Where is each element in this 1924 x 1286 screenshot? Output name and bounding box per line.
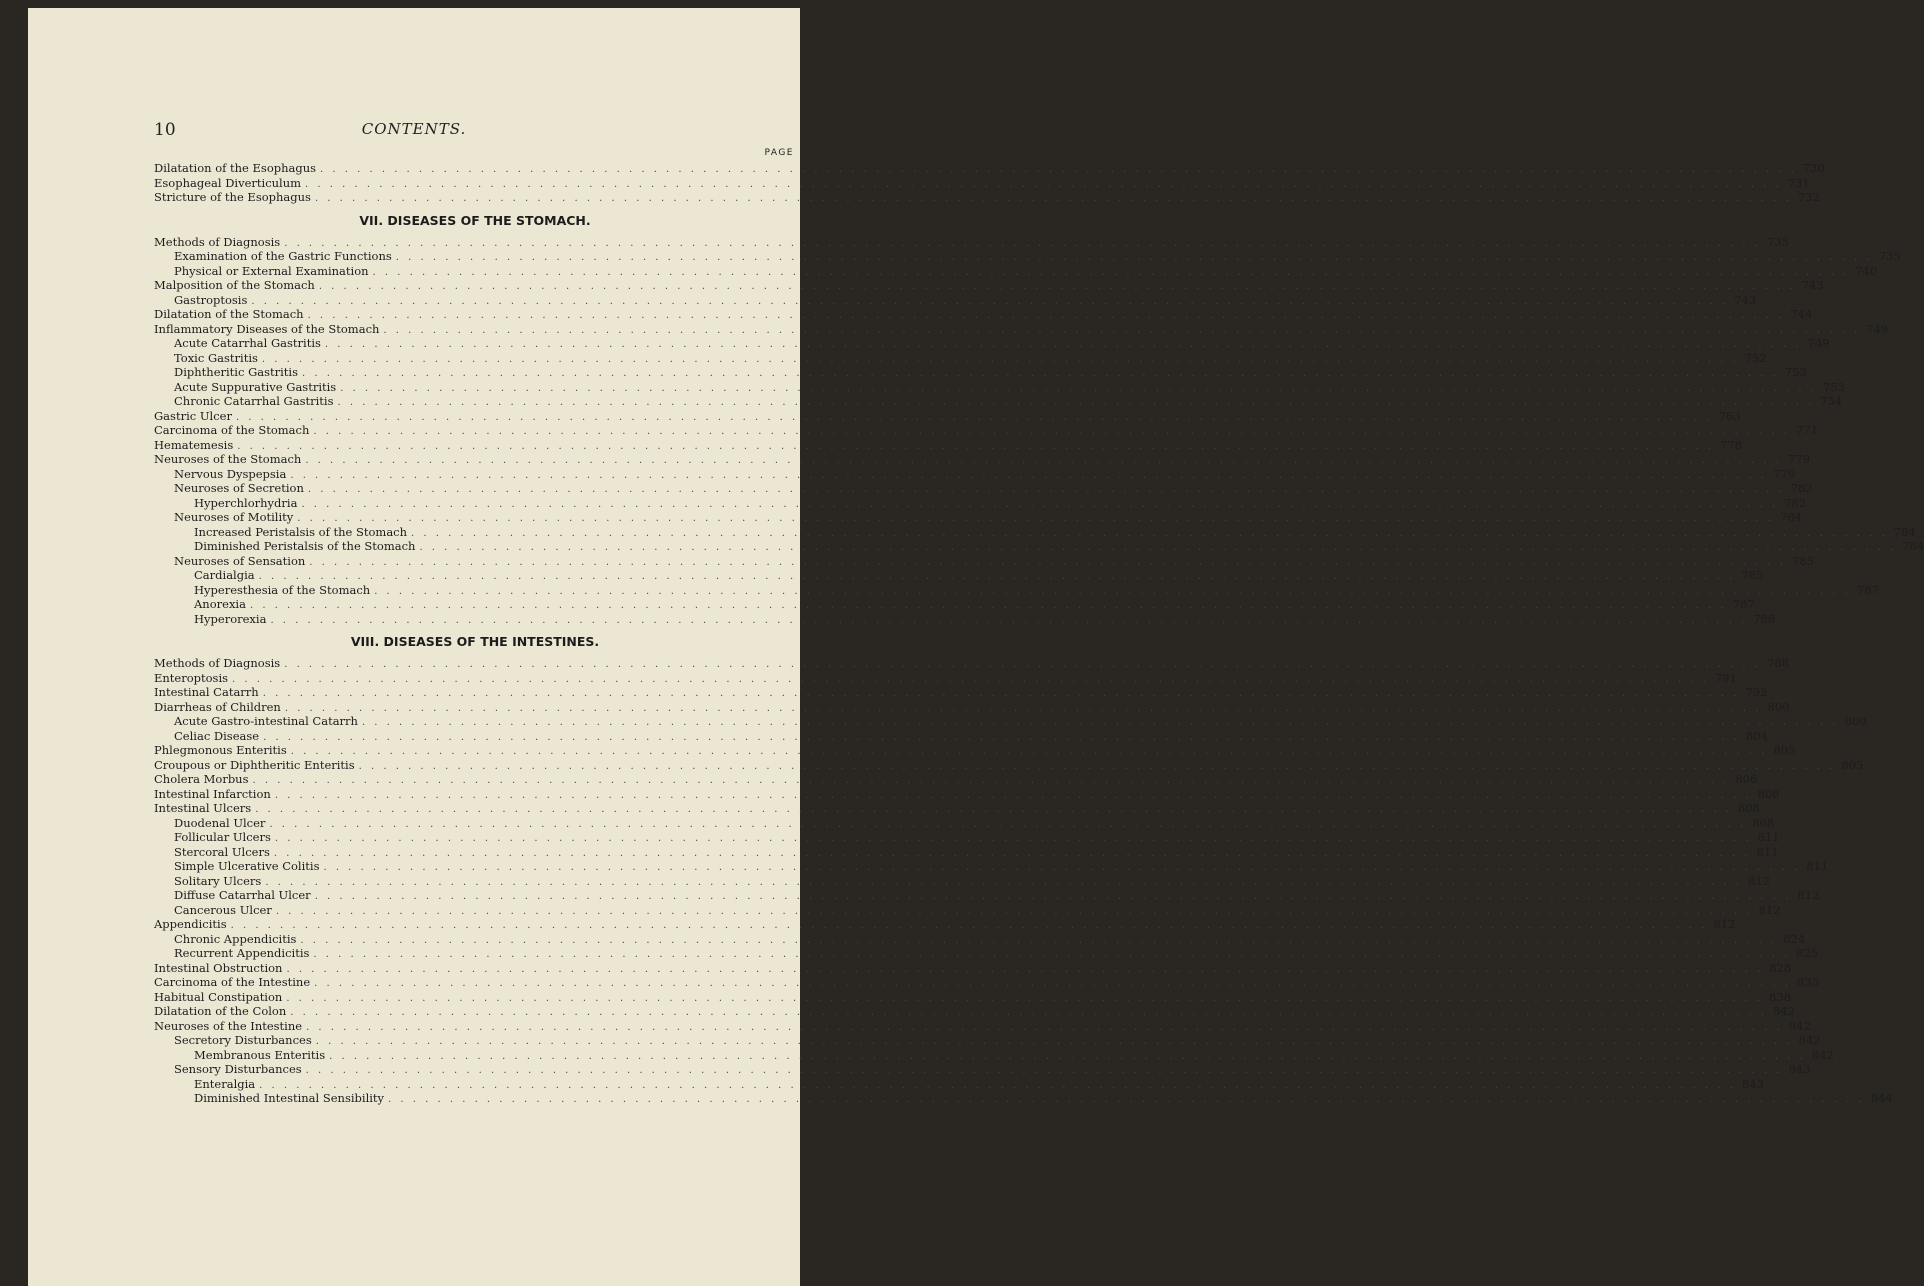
dot-leader: . . . . . . . . . . . . . . . . . . . . . . . . . . . . . . . . . . . . . . . . . . . . . . . . . . . . . . . . . . . . . . . . . . . . . . . . . . . . . . . . . . . . . . . . . . . . . . . . . . . . . . . . . . . . . . . . . . . . . . . .: [273, 847, 1751, 859]
toc-entry-title: Nervous Dyspepsia: [174, 466, 287, 481]
toc-entry-title: Habitual Constipation: [154, 989, 283, 1004]
toc-entry-page: 843: [1788, 1062, 1811, 1076]
toc-entry-page: 788: [1753, 611, 1776, 626]
dot-leader: . . . . . . . . . . . . . . . . . . . . . . . . . . . . . . . . . . . . . . . . . . . . . . . . . . . . . . . . . . . . . . . . . . . . . . . . . . . . . . . . . . . . . . . . . . . . . . . . . . . . . . . . . . . . . . . . . . . . . . . .: [265, 876, 1743, 888]
dot-leader: . . . . . . . . . . . . . . . . . . . . . . . . . . . . . . . . . . . . . . . . . . . . . . . . . . . . . . . . . . . . . . . . . . . . . . . . . . . . . . . . . . . . . . . . . . . . . . . . . . . . . . . . . . . . . . . . . . . . . . . .: [255, 804, 1732, 815]
toc-entry-title: Sensory Disturbances: [174, 1062, 302, 1076]
dot-leader: . . . . . . . . . . . . . . . . . . . . . . . . . . . . . . . . . . . . . . . . . . . . . . . . . . . . . . . . . . . . . . . . . . . . . . . . . . . . . . . . . . . . . . . . . . . . . . . . . . . . . . . . . . . . . . . . . . . . . . . .: [290, 1007, 1767, 1018]
book-page: [28, 8, 1924, 1286]
toc-entry-title: Methods of Diagnosis: [154, 656, 281, 670]
toc-entry-page: 749: [1866, 321, 1889, 336]
toc-entry: [154, 568, 1764, 583]
dot-leader: . . . . . . . . . . . . . . . . . . . . . . . . . . . . . . . . . . . . . . . . . . . . . . . . . . . . . . . . . . . . . . . . . . . . . . . . . . . . . . . . . . . . . . . . . . . . . . . . . . . . . . . . . . . . . . . . . . . . . . . .: [340, 382, 1817, 394]
dot-leader: . . . . . . . . . . . . . . . . . . . . . . . . . . . . . . . . . . . . . . . . . . . . . . . . . . . . . . . . . . . . . . . . . . . . . . . . . . . . . . . . . . . . . . . . . . . . . . . . . . . . . . . . . . . . . . . . . . . . . . . .: [251, 295, 1729, 307]
toc-entry-title: Chronic Appendicitis: [174, 931, 297, 946]
table-of-contents: [154, 161, 1924, 1106]
toc-entry-page: 779: [1773, 466, 1796, 481]
toc-entry: [154, 772, 1758, 787]
dot-leader: . . . . . . . . . . . . . . . . . . . . . . . . . . . . . . . . . . . . . . . . . . . . . . . . . . . . . . . . . . . . . . . . . . . . . . . . . . . . . . . . . . . . . . . . . . . . . . . . . . . . . . . . . . . . . . . . . . . . . . . .: [411, 527, 1888, 539]
toc-entry: [154, 394, 1843, 409]
toc-entry-page: 808: [1737, 801, 1760, 815]
toc-entry-page: 782: [1784, 495, 1807, 510]
toc-entry-page: 732: [1797, 190, 1820, 204]
toc-entry: [154, 975, 1819, 990]
toc-entry-title: Enteroptosis: [154, 670, 229, 685]
toc-entry: [154, 1047, 1834, 1063]
toc-entry: [154, 714, 1867, 729]
dot-leader: . . . . . . . . . . . . . . . . . . . . . . . . . . . . . . . . . . . . . . . . . . . . . . . . . . . . . . . . . . . . . . . . . . . . . . . . . . . . . . . . . . . . . . . . . . . . . . . . . . . . . . . . . . . . . . . . . . . . . . . .: [274, 789, 1752, 801]
toc-entry-title: Carcinoma of the Stomach: [154, 423, 310, 437]
toc-entry-title: Follicular Ulcers: [174, 830, 271, 844]
toc-entry-page: 838: [1769, 989, 1792, 1004]
toc-entry-title: Dilatation of the Esophagus: [154, 161, 317, 175]
toc-entry: [154, 699, 1790, 715]
toc-entry: [154, 597, 1755, 612]
toc-entry: [154, 234, 1789, 250]
toc-entry-title: Gastric Ulcer: [154, 408, 232, 423]
running-title: CONTENTS.: [361, 120, 467, 138]
toc-entry: [154, 611, 1776, 627]
toc-entry-title: Neuroses of Sensation: [174, 553, 306, 568]
dot-leader: . . . . . . . . . . . . . . . . . . . . . . . . . . . . . . . . . . . . . . . . . . . . . . . . . . . . . . . . . . . . . . . . . . . . . . . . . . . . . . . . . . . . . . . . . . . . . . . . . . . . . . . . . . . . . . . . . . . . . . . .: [262, 688, 1740, 699]
dot-leader: . . . . . . . . . . . . . . . . . . . . . . . . . . . . . . . . . . . . . . . . . . . . . . . . . . . . . . . . . . . . . . . . . . . . . . . . . . . . . . . . . . . . . . . . . . . . . . . . . . . . . . . . . . . . . . . . . . . . . . . .: [269, 818, 1747, 830]
toc-entry-page: 753: [1784, 365, 1807, 379]
toc-entry: [154, 263, 1878, 279]
dot-leader: . . . . . . . . . . . . . . . . . . . . . . . . . . . . . . . . . . . . . . . . . . . . . . . . . . . . . . . . . . . . . . . . . . . . . . . . . . . . . . . . . . . . . . . . . . . . . . . . . . . . . . . . . . . . . . . . . . . . . . . .: [372, 266, 1850, 278]
toc-entry: [154, 1091, 1893, 1106]
dot-leader: . . . . . . . . . . . . . . . . . . . . . . . . . . . . . . . . . . . . . . . . . . . . . . . . . . . . . . . . . . . . . . . . . . . . . . . . . . . . . . . . . . . . . . . . . . . . . . . . . . . . . . . . . . . . . . . . . . . . . . . .: [324, 339, 1802, 350]
toc-entry-title: Dilatation of the Colon: [154, 1004, 287, 1018]
toc-entry-title: Diphtheritic Gastritis: [174, 365, 299, 379]
toc-entry-page: 788: [1766, 656, 1789, 670]
toc-entry-page: 811: [1757, 830, 1780, 844]
toc-entry-page: 811: [1806, 859, 1829, 873]
toc-entry-page: 825: [1796, 946, 1819, 960]
dot-leader: . . . . . . . . . . . . . . . . . . . . . . . . . . . . . . . . . . . . . . . . . . . . . . . . . . . . . . . . . . . . . . . . . . . . . . . . . . . . . . . . . . . . . . . . . . . . . . . . . . . . . . . . . . . . . . . . . . . . . . . .: [297, 513, 1774, 524]
toc-entry-title: Malposition of the Stomach: [154, 278, 315, 292]
dot-leader: . . . . . . . . . . . . . . . . . . . . . . . . . . . . . . . . . . . . . . . . . . . . . . . . . . . . . . . . . . . . . . . . . . . . . . . . . . . . . . . . . . . . . . . . . . . . . . . . . . . . . . . . . . . . . . . . . . . . . . . .: [284, 237, 1761, 249]
toc-entry: [154, 1018, 1811, 1034]
toc-entry: [154, 931, 1806, 947]
dot-leader: . . . . . . . . . . . . . . . . . . . . . . . . . . . . . . . . . . . . . . . . . . . . . . . . . . . . . . . . . . . . . . . . . . . . . . . . . . . . . . . . . . . . . . . . . . . . . . . . . . . . . . . . . . . . . . . . . . . . . . . .: [270, 614, 1748, 626]
toc-entry-title: Appendicitis: [154, 917, 227, 931]
toc-entry-title: Methods of Diagnosis: [154, 234, 281, 249]
dot-leader: . . . . . . . . . . . . . . . . . . . . . . . . . . . . . . . . . . . . . . . . . . . . . . . . . . . . . . . . . . . . . . . . . . . . . . . . . . . . . . . . . . . . . . . . . . . . . . . . . . . . . . . . . . . . . . . . . . . . . . . .: [314, 978, 1791, 989]
toc-entry: [154, 539, 1924, 554]
toc-entry: [154, 278, 1824, 293]
toc-entry-page: 784: [1902, 539, 1924, 553]
dot-leader: . . . . . . . . . . . . . . . . . . . . . . . . . . . . . . . . . . . . . . . . . . . . . . . . . . . . . . . . . . . . . . . . . . . . . . . . . . . . . . . . . . . . . . . . . . . . . . . . . . . . . . . . . . . . . . . . . . . . . . . .: [258, 571, 1736, 582]
toc-entry-page: 812: [1797, 888, 1820, 902]
toc-entry-page: 743: [1801, 278, 1824, 292]
toc-entry: [154, 830, 1780, 845]
toc-entry-title: Phlegmonous Enteritis: [154, 743, 287, 757]
toc-entry-title: Gastroptosis: [174, 292, 248, 307]
toc-entry-page: 778: [1719, 437, 1742, 452]
dot-leader: . . . . . . . . . . . . . . . . . . . . . . . . . . . . . . . . . . . . . . . . . . . . . . . . . . . . . . . . . . . . . . . . . . . . . . . . . . . . . . . . . . . . . . . . . . . . . . . . . . . . . . . . . . . . . . . . . . . . . . . .: [314, 193, 1792, 204]
toc-entry-page: 749: [1807, 336, 1830, 350]
dot-leader: . . . . . . . . . . . . . . . . . . . . . . . . . . . . . . . . . . . . . . . . . . . . . . . . . . . . . . . . . . . . . . . . . . . . . . . . . . . . . . . . . . . . . . . . . . . . . . . . . . . . . . . . . . . . . . . . . . . . . . . .: [318, 281, 1796, 292]
dot-leader: . . . . . . . . . . . . . . . . . . . . . . . . . . . . . . . . . . . . . . . . . . . . . . . . . . . . . . . . . . . . . . . . . . . . . . . . . . . . . . . . . . . . . . . . . . . . . . . . . . . . . . . . . . . . . . . . . . . . . . . .: [290, 469, 1768, 481]
toc-entry: [154, 365, 1807, 380]
toc-entry-title: Acute Suppurative Gastritis: [174, 379, 337, 394]
toc-entry-title: Diarrheas of Children: [154, 699, 281, 714]
dot-leader: . . . . . . . . . . . . . . . . . . . . . . . . . . . . . . . . . . . . . . . . . . . . . . . . . . . . . . . . . . . . . . . . . . . . . . . . . . . . . . . . . . . . . . . . . . . . . . . . . . . . . . . . . . . . . . . . . . . . . . . .: [395, 252, 1873, 263]
toc-entry-title: Cancerous Ulcer: [174, 902, 272, 917]
dot-leader: . . . . . . . . . . . . . . . . . . . . . . . . . . . . . . . . . . . . . . . . . . . . . . . . . . . . . . . . . . . . . . . . . . . . . . . . . . . . . . . . . . . . . . . . . . . . . . . . . . . . . . . . . . . . . . . . . . . . . . . .: [230, 920, 1708, 931]
toc-entry-page: 842: [1811, 1047, 1834, 1062]
toc-entry-title: Chronic Catarrhal Gastritis: [174, 394, 334, 408]
dot-leader: . . . . . . . . . . . . . . . . . . . . . . . . . . . . . . . . . . . . . . . . . . . . . . . . . . . . . . . . . . . . . . . . . . . . . . . . . . . . . . . . . . . . . . . . . . . . . . . . . . . . . . . . . . . . . . . . . . . . . . . .: [305, 178, 1782, 190]
section-heading: VII. DISEASES OF THE STOMACH.: [359, 212, 591, 228]
toc-entry-title: Examination of the Gastric Functions: [174, 249, 392, 263]
toc-entry: [154, 873, 1771, 889]
toc-entry-title: Intestinal Ulcers: [154, 801, 252, 815]
dot-leader: . . . . . . . . . . . . . . . . . . . . . . . . . . . . . . . . . . . . . . . . . . . . . . . . . . . . . . . . . . . . . . . . . . . . . . . . . . . . . . . . . . . . . . . . . . . . . . . . . . . . . . . . . . . . . . . . . . . . . . . .: [263, 731, 1740, 743]
dot-leader: . . . . . . . . . . . . . . . . . . . . . . . . . . . . . . . . . . . . . . . . . . . . . . . . . . . . . . . . . . . . . . . . . . . . . . . . . . . . . . . . . . . . . . . . . . . . . . . . . . . . . . . . . . . . . . . . . . . . . . . .: [419, 542, 1897, 553]
page-column-label: PAGE: [764, 148, 794, 158]
toc-entry-title: Acute Catarrhal Gastritis: [174, 336, 321, 350]
dot-leader: . . . . . . . . . . . . . . . . . . . . . . . . . . . . . . . . . . . . . . . . . . . . . . . . . . . . . . . . . . . . . . . . . . . . . . . . . . . . . . . . . . . . . . . . . . . . . . . . . . . . . . . . . . . . . . . . . . . . . . . .: [290, 746, 1768, 757]
toc-entry: [154, 844, 1779, 860]
toc-entry-page: 784: [1893, 524, 1916, 539]
toc-entry: [154, 553, 1814, 569]
toc-entry: [154, 582, 1879, 598]
toc-entry: [154, 175, 1810, 191]
toc-entry-title: Toxic Gastritis: [174, 350, 258, 365]
toc-entry: [154, 481, 1813, 496]
toc-entry: [154, 757, 1864, 773]
toc-entry-title: Intestinal Catarrh: [154, 685, 259, 699]
toc-entry-title: Croupous or Diphtheritic Enteritis: [154, 757, 355, 772]
toc-entry: [154, 656, 1789, 671]
dot-leader: . . . . . . . . . . . . . . . . . . . . . . . . . . . . . . . . . . . . . . . . . . . . . . . . . . . . . . . . . . . . . . . . . . . . . . . . . . . . . . . . . . . . . . . . . . . . . . . . . . . . . . . . . . . . . . . . . . . . . . . .: [232, 673, 1709, 685]
toc-entry: [154, 292, 1757, 308]
toc-entry-title: Inflammatory Diseases of the Stomach: [154, 321, 380, 336]
dot-leader: . . . . . . . . . . . . . . . . . . . . . . . . . . . . . . . . . . . . . . . . . . . . . . . . . . . . . . . . . . . . . . . . . . . . . . . . . . . . . . . . . . . . . . . . . . . . . . . . . . . . . . . . . . . . . . . . . . . . . . . .: [235, 411, 1713, 423]
toc-entry: [154, 466, 1796, 482]
toc-entry-page: 779: [1788, 452, 1811, 466]
toc-entry-page: 735: [1878, 249, 1901, 263]
toc-entry-title: Hematemesis: [154, 437, 234, 452]
toc-entry-page: 805: [1841, 757, 1864, 772]
toc-entry-page: 787: [1856, 582, 1879, 597]
toc-entry: [154, 859, 1829, 874]
toc-entry-title: Celiac Disease: [174, 728, 260, 743]
toc-entry-title: Intestinal Obstruction: [154, 960, 283, 975]
dot-leader: . . . . . . . . . . . . . . . . . . . . . . . . . . . . . . . . . . . . . . . . . . . . . . . . . . . . . . . . . . . . . . . . . . . . . . . . . . . . . . . . . . . . . . . . . . . . . . . . . . . . . . . . . . . . . . . . . . . . . . . .: [358, 760, 1836, 772]
toc-entry-page: 842: [1798, 1033, 1821, 1047]
toc-entry-title: Solitary Ulcers: [174, 873, 262, 888]
toc-entry: [154, 960, 1792, 976]
dot-leader: . . . . . . . . . . . . . . . . . . . . . . . . . . . . . . . . . . . . . . . . . . . . . . . . . . . . . . . . . . . . . . . . . . . . . . . . . . . . . . . . . . . . . . . . . . . . . . . . . . . . . . . . . . . . . . . . . . . . . . . .: [307, 484, 1785, 495]
toc-entry-page: 812: [1713, 917, 1736, 931]
dot-leader: . . . . . . . . . . . . . . . . . . . . . . . . . . . . . . . . . . . . . . . . . . . . . . . . . . . . . . . . . . . . . . . . . . . . . . . . . . . . . . . . . . . . . . . . . . . . . . . . . . . . . . . . . . . . . . . . . . . . . . . .: [313, 949, 1791, 960]
toc-entry-page: 754: [1820, 394, 1843, 408]
toc-entry-page: 744: [1790, 307, 1813, 321]
toc-entry: [154, 1033, 1821, 1048]
toc-entry: [154, 336, 1830, 351]
toc-entry: [154, 685, 1768, 700]
toc-entry: [154, 902, 1781, 918]
dot-leader: . . . . . . . . . . . . . . . . . . . . . . . . . . . . . . . . . . . . . . . . . . . . . . . . . . . . . . . . . . . . . . . . . . . . . . . . . . . . . . . . . . . . . . . . . . . . . . . . . . . . . . . . . . . . . . . . . . . . . . . .: [314, 891, 1792, 902]
toc-entry: [154, 408, 1741, 424]
toc-entry-title: Hyperorexia: [194, 611, 267, 626]
toc-entry-page: 785: [1792, 553, 1814, 568]
dot-leader: . . . . . . . . . . . . . . . . . . . . . . . . . . . . . . . . . . . . . . . . . . . . . . . . . . . . . . . . . . . . . . . . . . . . . . . . . . . . . . . . . . . . . . . . . . . . . . . . . . . . . . . . . . . . . . . . . . . . . . . .: [249, 600, 1727, 611]
toc-entry-page: 824: [1783, 931, 1806, 946]
toc-entry-title: Carcinoma of the Intestine: [154, 975, 311, 989]
toc-entry: [154, 728, 1768, 744]
toc-entry-title: Diffuse Catarrhal Ulcer: [174, 888, 311, 902]
dot-leader: . . . . . . . . . . . . . . . . . . . . . . . . . . . . . . . . . . . . . . . . . . . . . . . . . . . . . . . . . . . . . . . . . . . . . . . . . . . . . . . . . . . . . . . . . . . . . . . . . . . . . . . . . . . . . . . . . . . . . . . .: [320, 164, 1797, 175]
toc-entry-title: Diminished Intestinal Sensibility: [194, 1091, 385, 1105]
toc-entry-title: Cardialgia: [194, 568, 255, 582]
toc-entry-page: 806: [1735, 772, 1758, 786]
toc-entry: [154, 321, 1889, 337]
toc-entry: [154, 350, 1767, 366]
toc-entry: [154, 888, 1820, 903]
toc-entry: [154, 743, 1796, 758]
toc-entry-title: Esophageal Diverticulum: [154, 175, 302, 190]
toc-entry-title: Dilatation of the Stomach: [154, 307, 304, 321]
toc-entry-title: Hyperesthesia of the Stomach: [194, 582, 371, 597]
toc-entry: [154, 815, 1775, 831]
toc-entry: [154, 786, 1780, 802]
dot-leader: . . . . . . . . . . . . . . . . . . . . . . . . . . . . . . . . . . . . . . . . . . . . . . . . . . . . . . . . . . . . . . . . . . . . . . . . . . . . . . . . . . . . . . . . . . . . . . . . . . . . . . . . . . . . . . . . . . . . . . . .: [305, 455, 1783, 466]
dot-leader: . . . . . . . . . . . . . . . . . . . . . . . . . . . . . . . . . . . . . . . . . . . . . . . . . . . . . . . . . . . . . . . . . . . . . . . . . . . . . . . . . . . . . . . . . . . . . . . . . . . . . . . . . . . . . . . . . . . . . . . .: [286, 992, 1764, 1004]
toc-entry: [154, 1076, 1764, 1092]
toc-entry-title: Anorexia: [194, 597, 246, 611]
dot-leader: . . . . . . . . . . . . . . . . . . . . . . . . . . . . . . . . . . . . . . . . . . . . . . . . . . . . . . . . . . . . . . . . . . . . . . . . . . . . . . . . . . . . . . . . . . . . . . . . . . . . . . . . . . . . . . . . . . . . . . . .: [284, 702, 1762, 714]
toc-entry-title: Neuroses of the Stomach: [154, 452, 302, 466]
toc-entry: [154, 1004, 1795, 1019]
dot-leader: . . . . . . . . . . . . . . . . . . . . . . . . . . . . . . . . . . . . . . . . . . . . . . . . . . . . . . . . . . . . . . . . . . . . . . . . . . . . . . . . . . . . . . . . . . . . . . . . . . . . . . . . . . . . . . . . . . . . . . . .: [309, 556, 1786, 568]
toc-entry-page: 800: [1844, 714, 1867, 728]
toc-entry: [154, 510, 1802, 525]
toc-entry-title: Neuroses of Secretion: [174, 481, 304, 495]
toc-entry-page: 752: [1744, 350, 1767, 365]
toc-entry-page: 743: [1734, 292, 1757, 307]
dot-leader: . . . . . . . . . . . . . . . . . . . . . . . . . . . . . . . . . . . . . . . . . . . . . . . . . . . . . . . . . . . . . . . . . . . . . . . . . . . . . . . . . . . . . . . . . . . . . . . . . . . . . . . . . . . . . . . . . . . . . . . .: [305, 1065, 1783, 1076]
toc-entry-title: Acute Gastro-intestinal Catarrh: [174, 714, 358, 728]
toc-entry-page: 808: [1757, 786, 1780, 801]
toc-entry: [154, 917, 1736, 932]
toc-entry-page: 785: [1741, 568, 1764, 582]
toc-entry-title: Stercoral Ulcers: [174, 844, 270, 859]
dot-leader: . . . . . . . . . . . . . . . . . . . . . . . . . . . . . . . . . . . . . . . . . . . . . . . . . . . . . . . . . . . . . . . . . . . . . . . . . . . . . . . . . . . . . . . . . . . . . . . . . . . . . . . . . . . . . . . . . . . . . . . .: [301, 498, 1779, 510]
toc-entry: [154, 670, 1737, 686]
dot-leader: . . . . . . . . . . . . . . . . . . . . . . . . . . . . . . . . . . . . . . . . . . . . . . . . . . . . . . . . . . . . . . . . . . . . . . . . . . . . . . . . . . . . . . . . . . . . . . . . . . . . . . . . . . . . . . . . . . . . . . . .: [237, 440, 1714, 452]
toc-entry-page: 804: [1745, 728, 1768, 743]
toc-entry-page: 828: [1769, 960, 1792, 975]
toc-entry: [154, 307, 1813, 322]
dot-leader: . . . . . . . . . . . . . . . . . . . . . . . . . . . . . . . . . . . . . . . . . . . . . . . . . . . . . . . . . . . . . . . . . . . . . . . . . . . . . . . . . . . . . . . . . . . . . . . . . . . . . . . . . . . . . . . . . . . . . . . .: [302, 368, 1779, 379]
dot-leader: . . . . . . . . . . . . . . . . . . . . . . . . . . . . . . . . . . . . . . . . . . . . . . . . . . . . . . . . . . . . . . . . . . . . . . . . . . . . . . . . . . . . . . . . . . . . . . . . . . . . . . . . . . . . . . . . . . . . . . . .: [300, 934, 1778, 946]
toc-entry-page: 782: [1790, 481, 1813, 495]
toc-entry-page: 740: [1855, 263, 1878, 278]
toc-entry: [154, 801, 1760, 816]
dot-leader: . . . . . . . . . . . . . . . . . . . . . . . . . . . . . . . . . . . . . . . . . . . . . . . . . . . . . . . . . . . . . . . . . . . . . . . . . . . . . . . . . . . . . . . . . . . . . . . . . . . . . . . . . . . . . . . . . . . . . . . .: [261, 353, 1739, 365]
page-header: [28, 120, 800, 144]
toc-entry-page: 808: [1752, 815, 1775, 830]
toc-entry: [154, 437, 1742, 453]
dot-leader: . . . . . . . . . . . . . . . . . . . . . . . . . . . . . . . . . . . . . . . . . . . . . . . . . . . . . . . . . . . . . . . . . . . . . . . . . . . . . . . . . . . . . . . . . . . . . . . . . . . . . . . . . . . . . . . . . . . . . . . .: [313, 426, 1791, 437]
page-number: 10: [154, 120, 176, 140]
toc-entry-title: Cholera Morbus: [154, 772, 249, 786]
toc-entry-page: 811: [1756, 844, 1779, 859]
toc-entry-title: Enteralgia: [194, 1076, 256, 1091]
dot-leader: . . . . . . . . . . . . . . . . . . . . . . . . . . . . . . . . . . . . . . . . . . . . . . . . . . . . . . . . . . . . . . . . . . . . . . . . . . . . . . . . . . . . . . . . . . . . . . . . . . . . . . . . . . . . . . . . . . . . . . . .: [286, 963, 1764, 975]
toc-entry-title: Secretory Disturbances: [174, 1033, 312, 1047]
toc-entry-title: Membranous Enteritis: [194, 1047, 326, 1062]
toc-entry-page: 843: [1741, 1076, 1764, 1091]
dot-leader: . . . . . . . . . . . . . . . . . . . . . . . . . . . . . . . . . . . . . . . . . . . . . . . . . . . . . . . . . . . . . . . . . . . . . . . . . . . . . . . . . . . . . . . . . . . . . . . . . . . . . . . . . . . . . . . . . . . . . . . .: [374, 585, 1851, 597]
toc-entry-page: 812: [1758, 902, 1781, 917]
toc-entry-title: Diminished Peristalsis of the Stomach: [194, 539, 416, 553]
toc-entry-page: 763: [1718, 408, 1741, 423]
toc-entry-page: 844: [1870, 1091, 1893, 1105]
toc-entry-page: 805: [1773, 743, 1796, 757]
toc-entry-title: Duodenal Ulcer: [174, 815, 266, 830]
toc-entry-page: 842: [1788, 1018, 1811, 1033]
dot-leader: . . . . . . . . . . . . . . . . . . . . . . . . . . . . . . . . . . . . . . . . . . . . . . . . . . . . . . . . . . . . . . . . . . . . . . . . . . . . . . . . . . . . . . . . . . . . . . . . . . . . . . . . . . . . . . . . . . . . . . . .: [329, 1050, 1806, 1062]
toc-entry: [154, 161, 1825, 176]
toc-entry: [154, 379, 1845, 395]
toc-entry-page: 730: [1802, 161, 1825, 175]
dot-leader: . . . . . . . . . . . . . . . . . . . . . . . . . . . . . . . . . . . . . . . . . . . . . . . . . . . . . . . . . . . . . . . . . . . . . . . . . . . . . . . . . . . . . . . . . . . . . . . . . . . . . . . . . . . . . . . . . . . . . . . .: [307, 310, 1785, 321]
toc-entry-page: 753: [1822, 379, 1845, 394]
toc-entry-page: 800: [1767, 699, 1790, 714]
toc-entry-title: Intestinal Infarction: [154, 786, 271, 801]
toc-entry-page: 812: [1748, 873, 1771, 888]
dot-leader: . . . . . . . . . . . . . . . . . . . . . . . . . . . . . . . . . . . . . . . . . . . . . . . . . . . . . . . . . . . . . . . . . . . . . . . . . . . . . . . . . . . . . . . . . . . . . . . . . . . . . . . . . . . . . . . . . . . . . . . .: [337, 397, 1815, 408]
toc-entry: [154, 989, 1792, 1005]
toc-entry: [154, 495, 1807, 511]
dot-leader: . . . . . . . . . . . . . . . . . . . . . . . . . . . . . . . . . . . . . . . . . . . . . . . . . . . . . . . . . . . . . . . . . . . . . . . . . . . . . . . . . . . . . . . . . . . . . . . . . . . . . . . . . . . . . . . . . . . . . . . .: [284, 659, 1761, 670]
toc-entry-page: 771: [1796, 423, 1819, 437]
dot-leader: . . . . . . . . . . . . . . . . . . . . . . . . . . . . . . . . . . . . . . . . . . . . . . . . . . . . . . . . . . . . . . . . . . . . . . . . . . . . . . . . . . . . . . . . . . . . . . . . . . . . . . . . . . . . . . . . . . . . . . . .: [388, 1094, 1865, 1105]
dot-leader: . . . . . . . . . . . . . . . . . . . . . . . . . . . . . . . . . . . . . . . . . . . . . . . . . . . . . . . . . . . . . . . . . . . . . . . . . . . . . . . . . . . . . . . . . . . . . . . . . . . . . . . . . . . . . . . . . . . . . . . .: [361, 717, 1839, 728]
toc-entry-page: 835: [1796, 975, 1819, 989]
toc-entry-page: 787: [1732, 597, 1755, 611]
toc-entry-page: 842: [1773, 1004, 1795, 1018]
toc-entry-title: Simple Ulcerative Colitis: [174, 859, 320, 873]
toc-entry-title: Stricture of the Esophagus: [154, 190, 311, 204]
toc-entry-title: Increased Peristalsis of the Stomach: [194, 524, 408, 539]
dot-leader: . . . . . . . . . . . . . . . . . . . . . . . . . . . . . . . . . . . . . . . . . . . . . . . . . . . . . . . . . . . . . . . . . . . . . . . . . . . . . . . . . . . . . . . . . . . . . . . . . . . . . . . . . . . . . . . . . . . . . . . .: [259, 1079, 1736, 1091]
section-heading: VIII. DISEASES OF THE INTESTINES.: [350, 634, 600, 649]
toc-entry-page: 735: [1766, 234, 1789, 249]
toc-entry-title: Neuroses of the Intestine: [154, 1018, 303, 1033]
toc-entry-page: 792: [1745, 685, 1768, 699]
dot-leader: . . . . . . . . . . . . . . . . . . . . . . . . . . . . . . . . . . . . . . . . . . . . . . . . . . . . . . . . . . . . . . . . . . . . . . . . . . . . . . . . . . . . . . . . . . . . . . . . . . . . . . . . . . . . . . . . . . . . . . . .: [306, 1021, 1783, 1033]
toc-entry: [154, 249, 1901, 264]
dot-leader: . . . . . . . . . . . . . . . . . . . . . . . . . . . . . . . . . . . . . . . . . . . . . . . . . . . . . . . . . . . . . . . . . . . . . . . . . . . . . . . . . . . . . . . . . . . . . . . . . . . . . . . . . . . . . . . . . . . . . . . .: [275, 905, 1753, 917]
toc-entry: [154, 452, 1811, 467]
toc-entry-title: Recurrent Appendicitis: [174, 946, 310, 960]
dot-leader: . . . . . . . . . . . . . . . . . . . . . . . . . . . . . . . . . . . . . . . . . . . . . . . . . . . . . . . . . . . . . . . . . . . . . . . . . . . . . . . . . . . . . . . . . . . . . . . . . . . . . . . . . . . . . . . . . . . . . . . .: [383, 324, 1861, 336]
toc-entry: [154, 423, 1819, 438]
toc-entry: [154, 1062, 1811, 1077]
toc-entry: [154, 946, 1819, 961]
toc-entry: [154, 524, 1916, 540]
dot-leader: . . . . . . . . . . . . . . . . . . . . . . . . . . . . . . . . . . . . . . . . . . . . . . . . . . . . . . . . . . . . . . . . . . . . . . . . . . . . . . . . . . . . . . . . . . . . . . . . . . . . . . . . . . . . . . . . . . . . . . . .: [252, 775, 1730, 786]
dot-leader: . . . . . . . . . . . . . . . . . . . . . . . . . . . . . . . . . . . . . . . . . . . . . . . . . . . . . . . . . . . . . . . . . . . . . . . . . . . . . . . . . . . . . . . . . . . . . . . . . . . . . . . . . . . . . . . . . . . . . . . .: [315, 1036, 1793, 1047]
toc-entry: [154, 190, 1820, 205]
dot-leader: . . . . . . . . . . . . . . . . . . . . . . . . . . . . . . . . . . . . . . . . . . . . . . . . . . . . . . . . . . . . . . . . . . . . . . . . . . . . . . . . . . . . . . . . . . . . . . . . . . . . . . . . . . . . . . . . . . . . . . . .: [274, 833, 1752, 844]
toc-entry-title: Neuroses of Motility: [174, 510, 294, 524]
toc-entry-title: Hyperchlorhydria: [194, 495, 298, 510]
toc-entry-title: Physical or External Examination: [174, 263, 369, 278]
toc-entry-page: 784: [1780, 510, 1802, 524]
dot-leader: . . . . . . . . . . . . . . . . . . . . . . . . . . . . . . . . . . . . . . . . . . . . . . . . . . . . . . . . . . . . . . . . . . . . . . . . . . . . . . . . . . . . . . . . . . . . . . . . . . . . . . . . . . . . . . . . . . . . . . . .: [323, 862, 1801, 873]
toc-entry-page: 791: [1714, 670, 1737, 685]
toc-entry-page: 731: [1787, 175, 1810, 190]
